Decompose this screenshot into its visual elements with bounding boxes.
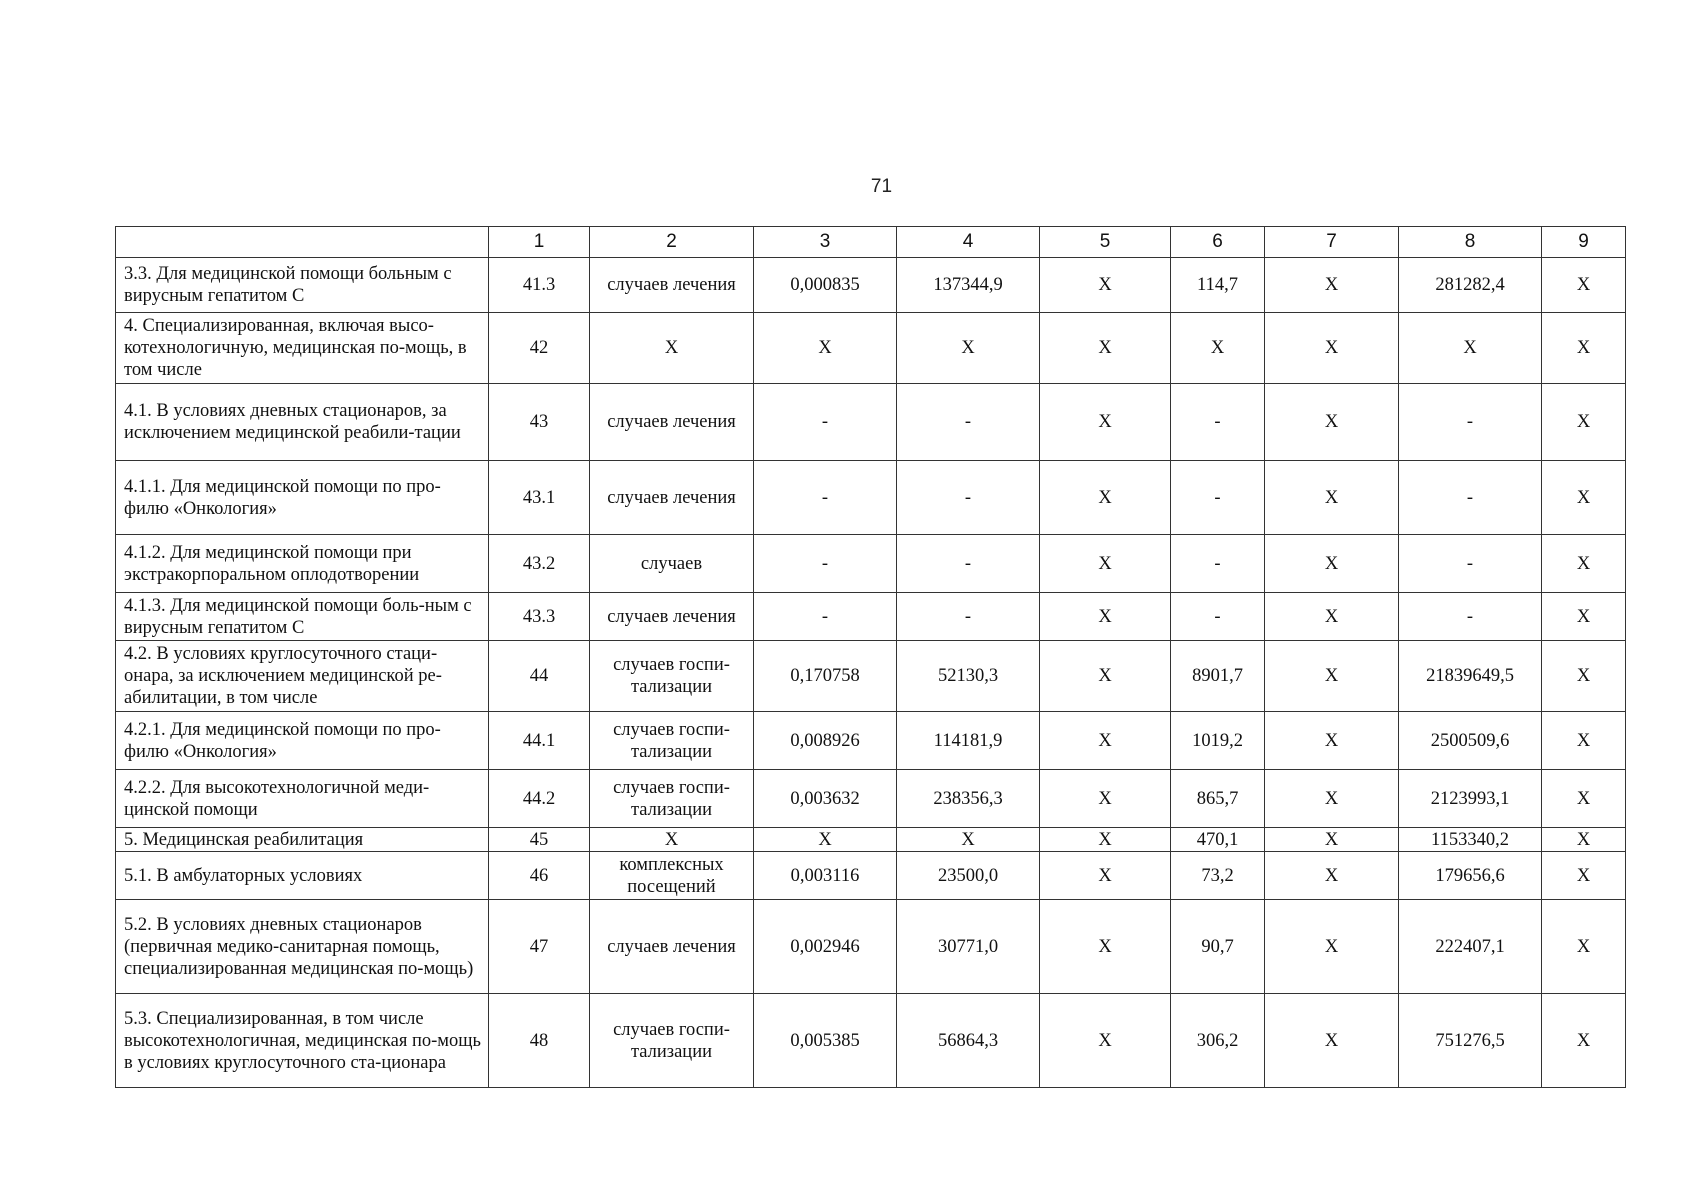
page-number: 71 [870,176,893,197]
value-cell: 0,000835 [754,258,897,313]
value-cell: Х [1542,852,1626,900]
value-cell: Х [1040,770,1171,828]
value-cell: 865,7 [1171,770,1265,828]
table-row [116,593,1626,641]
column-header: 7 [1265,227,1399,258]
value-cell: 1153340,2 [1399,828,1542,852]
row-number-cell: 46 [489,852,590,900]
value-cell: 0,005385 [754,994,897,1088]
row-number-cell: 43 [489,384,590,461]
column-header: 8 [1399,227,1542,258]
table-row [116,828,1626,852]
value-cell: Х [1040,641,1171,712]
value-cell: - [1171,535,1265,593]
value-cell: Х [754,828,897,852]
row-label-cell: 5. Медицинская реабилитация [116,828,489,852]
row-number-cell: 43.3 [489,593,590,641]
row-number-cell: 45 [489,828,590,852]
value-cell: Х [1265,384,1399,461]
unit-cell: случаев госпи-тализации [590,994,754,1088]
row-number-cell: 42 [489,313,590,384]
row-number-cell: 47 [489,900,590,994]
value-cell: Х [1542,384,1626,461]
value-cell: - [897,535,1040,593]
row-number-cell: 44.1 [489,712,590,770]
value-cell: Х [1040,828,1171,852]
row-label-cell: 5.2. В условиях дневных стационаров (первичная медико-санитарная помощь, специализированная медицинская по-мощь) [116,900,489,994]
table-row [116,712,1626,770]
unit-cell: случаев лечения [590,593,754,641]
table-row [116,900,1626,994]
table-body [116,258,1626,1088]
value-cell: Х [1265,535,1399,593]
column-header: 3 [754,227,897,258]
value-cell: Х [1542,535,1626,593]
row-label-cell: 4.2. В условиях круглосуточного стаци-онара, за исключением медицинской ре-абилитации, в том числе [116,641,489,712]
value-cell: Х [1399,313,1542,384]
value-cell: Х [1040,461,1171,535]
value-cell: - [754,593,897,641]
unit-cell: Х [590,313,754,384]
value-cell: 8901,7 [1171,641,1265,712]
value-cell: Х [1542,641,1626,712]
value-cell: 0,003632 [754,770,897,828]
unit-cell: случаев госпи-тализации [590,770,754,828]
row-label-cell: 4.1.1. Для медицинской помощи по про-филю «Онкология» [116,461,489,535]
value-cell: Х [1542,313,1626,384]
value-cell: - [1171,384,1265,461]
value-cell: Х [1040,313,1171,384]
row-label-cell: 4.2.1. Для медицинской помощи по про-филю «Онкология» [116,712,489,770]
row-number-cell: 48 [489,994,590,1088]
value-cell: 73,2 [1171,852,1265,900]
value-cell: 2123993,1 [1399,770,1542,828]
value-cell: 21839649,5 [1399,641,1542,712]
value-cell: 0,003116 [754,852,897,900]
value-cell: 2500509,6 [1399,712,1542,770]
value-cell: 0,170758 [754,641,897,712]
value-cell: Х [1542,828,1626,852]
value-cell: 222407,1 [1399,900,1542,994]
row-label-cell: 4.1.3. Для медицинской помощи боль-ным с вирусным гепатитом С [116,593,489,641]
value-cell: Х [1265,770,1399,828]
value-cell: Х [1265,593,1399,641]
unit-cell: случаев лечения [590,384,754,461]
row-number-cell: 41.3 [489,258,590,313]
value-cell: - [1399,535,1542,593]
row-label-cell: 4.2.2. Для высокотехнологичной меди-цинской помощи [116,770,489,828]
value-cell: 179656,6 [1399,852,1542,900]
column-header: 6 [1171,227,1265,258]
column-header: 1 [489,227,590,258]
value-cell: 52130,3 [897,641,1040,712]
unit-cell: комплексных посещений [590,852,754,900]
value-cell: 1019,2 [1171,712,1265,770]
value-cell: Х [897,828,1040,852]
value-cell: - [897,384,1040,461]
value-cell: Х [1542,712,1626,770]
value-cell: Х [1265,852,1399,900]
value-cell: Х [1265,828,1399,852]
value-cell: Х [1265,313,1399,384]
value-cell: 137344,9 [897,258,1040,313]
value-cell: - [754,535,897,593]
value-cell: Х [897,313,1040,384]
value-cell: Х [1542,900,1626,994]
value-cell: - [1399,384,1542,461]
value-cell: Х [1542,258,1626,313]
value-cell: - [897,593,1040,641]
unit-cell: случаев госпи-тализации [590,712,754,770]
value-cell: Х [754,313,897,384]
row-label-cell: 3.3. Для медицинской помощи больным с вирусным гепатитом С [116,258,489,313]
value-cell: - [1399,593,1542,641]
value-cell: Х [1040,712,1171,770]
value-cell: - [754,384,897,461]
value-cell: 238356,3 [897,770,1040,828]
table-row [116,384,1626,461]
value-cell: Х [1265,900,1399,994]
value-cell: 0,002946 [754,900,897,994]
value-cell: Х [1040,258,1171,313]
value-cell: Х [1265,712,1399,770]
value-cell: 30771,0 [897,900,1040,994]
value-cell: Х [1040,900,1171,994]
value-cell: Х [1040,593,1171,641]
unit-cell: случаев лечения [590,461,754,535]
row-number-cell: 43.1 [489,461,590,535]
row-label-cell: 4.1. В условиях дневных стационаров, за исключением медицинской реабили-тации [116,384,489,461]
value-cell: - [897,461,1040,535]
value-cell: Х [1542,994,1626,1088]
value-cell: Х [1542,461,1626,535]
table-row [116,852,1626,900]
row-label-cell: 4. Специализированная, включая высо-котехнологичную, медицинская по-мощь, в том числе [116,313,489,384]
value-cell: Х [1265,994,1399,1088]
column-header: 9 [1542,227,1626,258]
unit-cell: случаев [590,535,754,593]
value-cell: - [1171,461,1265,535]
row-number-cell: 43.2 [489,535,590,593]
table-row [116,461,1626,535]
column-header: 4 [897,227,1040,258]
value-cell: 90,7 [1171,900,1265,994]
table-row [116,535,1626,593]
value-cell: Х [1542,593,1626,641]
row-label-cell: 5.3. Специализированная, в том числе высокотехнологичная, медицинская по-мощь в условиях круглосуточного ста-ционара [116,994,489,1088]
value-cell: 0,008926 [754,712,897,770]
column-header: 2 [590,227,754,258]
table-row [116,994,1626,1088]
unit-cell: случаев лечения [590,258,754,313]
value-cell: Х [1265,461,1399,535]
value-cell: 114,7 [1171,258,1265,313]
value-cell: Х [1040,535,1171,593]
value-cell: - [1399,461,1542,535]
value-cell: 281282,4 [1399,258,1542,313]
value-cell: 56864,3 [897,994,1040,1088]
row-number-cell: 44.2 [489,770,590,828]
header-row [116,227,1626,258]
table-row [116,258,1626,313]
value-cell: Х [1040,852,1171,900]
value-cell: - [1171,593,1265,641]
row-label-cell: 5.1. В амбулаторных условиях [116,852,489,900]
table-row [116,313,1626,384]
column-header [116,227,489,258]
value-cell: Х [1171,313,1265,384]
value-cell: 306,2 [1171,994,1265,1088]
data-table [115,226,1626,1088]
value-cell: Х [1040,384,1171,461]
row-number-cell: 44 [489,641,590,712]
value-cell: Х [1265,641,1399,712]
value-cell: Х [1040,994,1171,1088]
unit-cell: Х [590,828,754,852]
row-label-cell: 4.1.2. Для медицинской помощи при экстракорпоральном оплодотворении [116,535,489,593]
value-cell: Х [1265,258,1399,313]
table-row [116,770,1626,828]
value-cell: 114181,9 [897,712,1040,770]
value-cell: Х [1542,770,1626,828]
column-header: 5 [1040,227,1171,258]
table-row [116,641,1626,712]
value-cell: 23500,0 [897,852,1040,900]
value-cell: 470,1 [1171,828,1265,852]
unit-cell: случаев госпи-тализации [590,641,754,712]
value-cell: 751276,5 [1399,994,1542,1088]
unit-cell: случаев лечения [590,900,754,994]
value-cell: - [754,461,897,535]
